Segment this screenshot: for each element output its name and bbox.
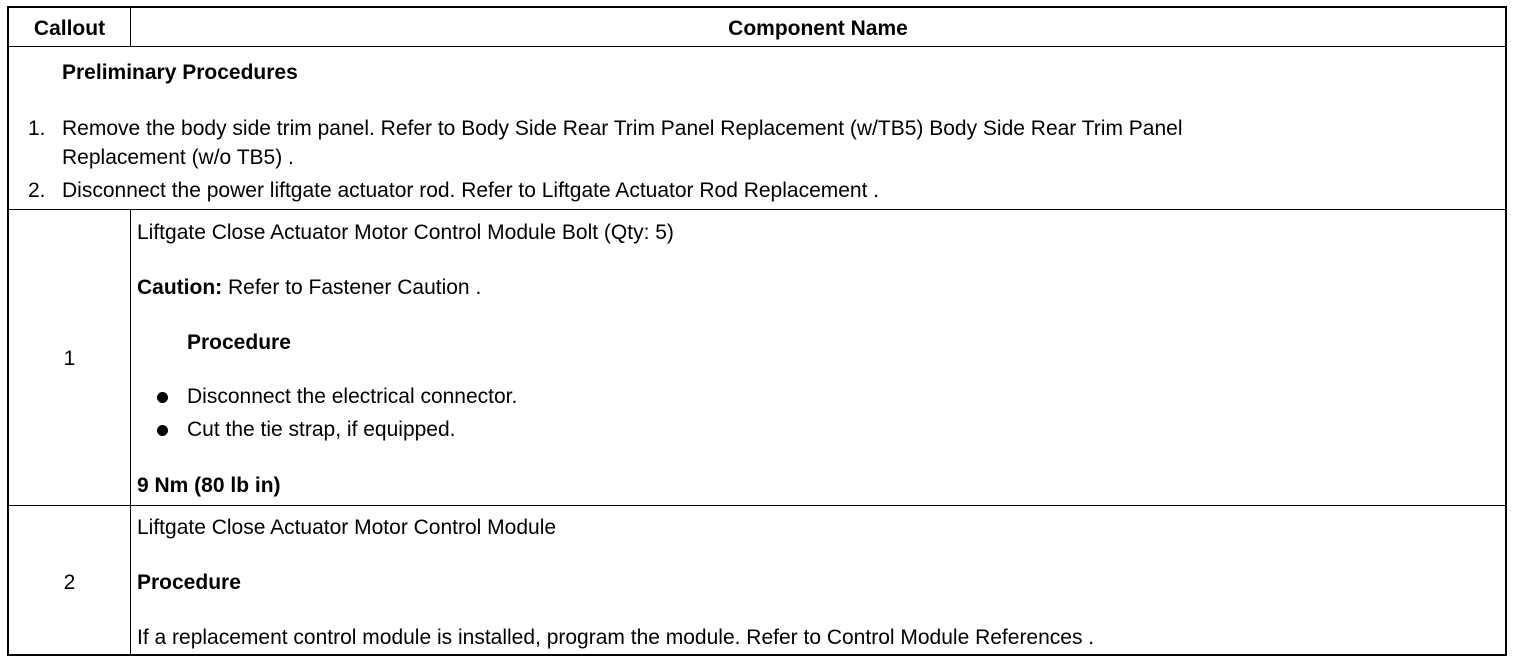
step-text-continued: Replacement (w/o TB5) . xyxy=(62,146,294,169)
preliminary-divider xyxy=(9,209,1505,210)
step-number: 1. xyxy=(28,117,46,140)
bullet-icon xyxy=(157,425,168,436)
callout-number: 1 xyxy=(63,347,76,370)
step-text: Remove the body side trim panel. Refer to Body Side Rear Trim Panel Replacement (w/TB5) Body Side Rear Trim Panel xyxy=(62,117,1183,140)
step-text: Disconnect the power liftgate actuator rod. Refer to Liftgate Actuator Rod Replacement . xyxy=(62,179,880,202)
rows-column-divider xyxy=(130,209,131,656)
bullet-item: Cut the tie strap, if equipped. xyxy=(187,418,456,441)
header-callout: Callout xyxy=(33,17,106,40)
caution-note xyxy=(137,276,481,300)
caution-text: Refer to Fastener Caution . xyxy=(222,276,482,299)
bullet-item: Disconnect the electrical connector. xyxy=(187,385,518,408)
header-component-name: Component Name xyxy=(728,17,908,40)
component-title: Liftgate Close Actuator Motor Control Module Bolt (Qty: 5) xyxy=(137,221,674,244)
header-divider xyxy=(9,46,1505,47)
procedure-heading: Procedure xyxy=(187,331,291,354)
component-table xyxy=(7,6,1507,656)
preliminary-heading: Preliminary Procedures xyxy=(62,61,298,84)
row-divider xyxy=(9,505,1505,506)
bullet-icon xyxy=(157,392,168,403)
component-title: Liftgate Close Actuator Motor Control Module xyxy=(137,516,557,539)
caution-label: Caution: xyxy=(137,276,223,299)
step-number: 2. xyxy=(28,179,46,202)
procedure-note: If a replacement control module is installed, program the module. Refer to Control Module References . xyxy=(137,626,1095,649)
callout-number: 2 xyxy=(63,571,76,594)
torque-spec: 9 Nm (80 lb in) xyxy=(137,474,281,497)
procedure-heading: Procedure xyxy=(137,571,241,594)
